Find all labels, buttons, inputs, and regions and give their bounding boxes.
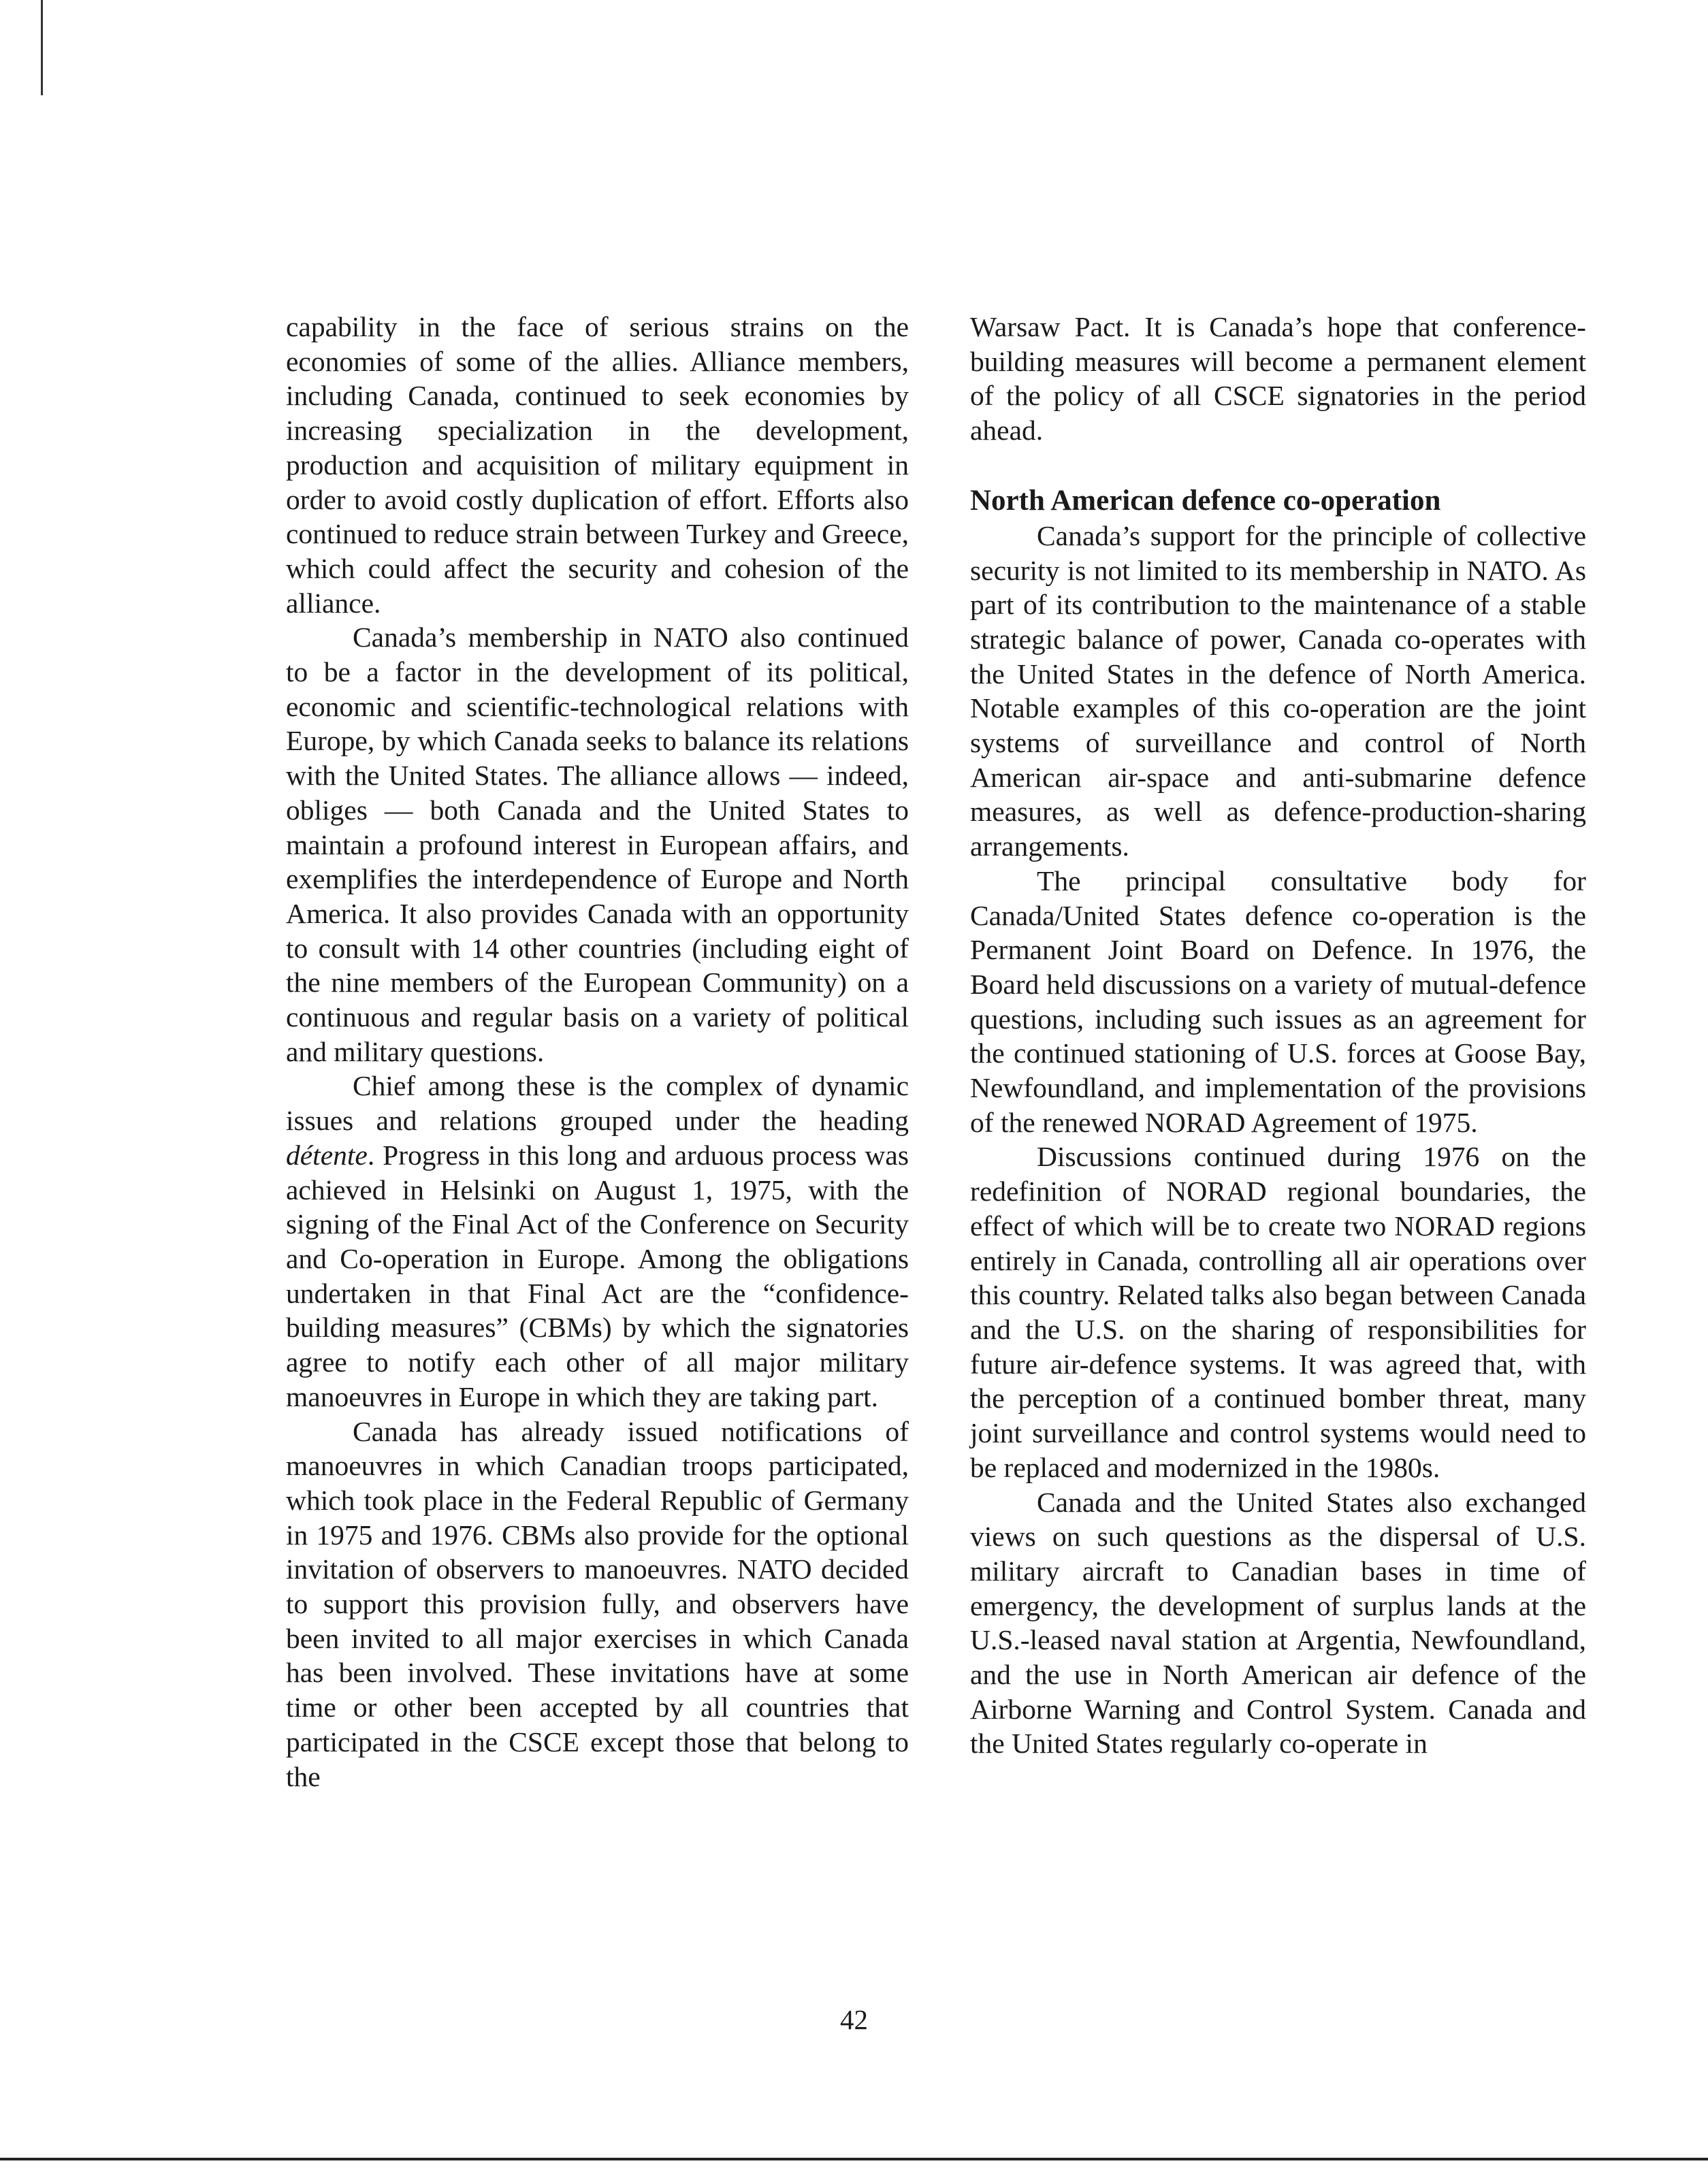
page-number: 42: [840, 2004, 868, 2035]
right-paragraph-1: Warsaw Pact. It is Canada’s hope that conference-building measures will become a permanent element of the policy of all CSCE signatories in the period ahead.: [970, 311, 1586, 447]
left-paragraph-1: capability in the face of serious strains on the economies of some of the allies. Alliance members, including Canada, continued to seek economies by increasing specialization in the development, production and acquisition of military equipment in order to avoid costly duplication of effort. Efforts also continued to reduce strain between Turkey and Greece, which could affect the security and cohesion of the alliance.: [286, 311, 909, 619]
left-paragraph-3-end: . Progress in this long and arduous process was achieved in Helsinki on August 1, 1975, with the signing of the Final Act of the Conference on Security and Co-operation in Europe. Among the obligations undertaken in that Final Act are the “confidence-building measures” (CBMs) by which the signatories agree to notify each other of all major military manoeuvres in Europe in which they are taking part.: [286, 1139, 909, 1412]
right-column: [970, 310, 1586, 1761]
right-paragraph-4: Discussions continued during 1976 on the redefinition of NORAD regional boundaries, the effect of which will be to create two NORAD regions entirely in Canada, controlling all air operations over this country. Related talks also began between Canada and the U.S. on the sharing of responsibilities for future air-defence systems. It was agreed that, with the perception of a continued bomber threat, many joint surveillance and control systems would need to be replaced and modernized in the 1980s.: [970, 1141, 1586, 1483]
left-column: [286, 310, 909, 1794]
left-paragraph-3-start: Chief among these is the complex of dynamic issues and relations grouped under the heading: [286, 1070, 909, 1137]
scan-edge-left: [41, 0, 43, 95]
section-heading: North American defence co-operation: [970, 484, 1441, 517]
scan-edge-bottom: [0, 2158, 1708, 2160]
left-paragraph-4: Canada has already issued notifications of manoeuvres in which Canadian troops participated, which took place in the Federal Republic of Germany in 1975 and 1976. CBMs also provide for the optional invitation of observers to manoeuvres. NATO decided to support this provision fully, and observers have been invited to all major exercises in which Canada has been involved. These invitations have at some time or other been accepted by all countries that participated in the CSCE except those that belong to the: [286, 1415, 909, 1792]
right-paragraph-2: Canada’s support for the principle of collective security is not limited to its membership in NATO. As part of its contribution to the maintenance of a stable strategic balance of power, Canada co-operates with the United States in the defence of North America. Notable examples of this co-operation are the joint systems of surveillance and control of North American air-space and anti-submarine defence measures, as well as defence-production-sharing arrangements.: [970, 519, 1586, 862]
right-paragraph-5: Canada and the United States also exchanged views on such questions as the dispersal of U.S. military aircraft to Canadian bases in time of emergency, the development of surplus lands at the U.S.-leased naval station at Argentia, Newfoundland, and the use in North American air defence of the Airborne Warning and Control System. Canada and the United States regularly co-operate in: [970, 1486, 1586, 1760]
detente-term: détente: [286, 1139, 368, 1171]
right-paragraph-3: The principal consultative body for Canada/United States defence co-operation is the Permanent Joint Board on Defence. In 1976, the Board held discussions on a variety of mutual-defence questions, including such issues as an agreement for the continued stationing of U.S. forces at Goose Bay, Newfoundland, and implementation of the provisions of the renewed NORAD Agreement of 1975.: [970, 864, 1586, 1138]
left-paragraph-2: Canada’s membership in NATO also continued to be a factor in the development of its political, economic and scientific-technological relations with Europe, by which Canada seeks to balance its relations with the United States. The alliance allows — indeed, obliges — both Canada and the United States to maintain a profound interest in European affairs, and exemplifies the interdependence of Europe and North America. It also provides Canada with an opportunity to consult with 14 other countries (including eight of the nine members of the European Community) on a continuous and regular basis on a variety of political and military questions.: [286, 621, 909, 1067]
left-paragraph-3: [286, 1069, 909, 1414]
